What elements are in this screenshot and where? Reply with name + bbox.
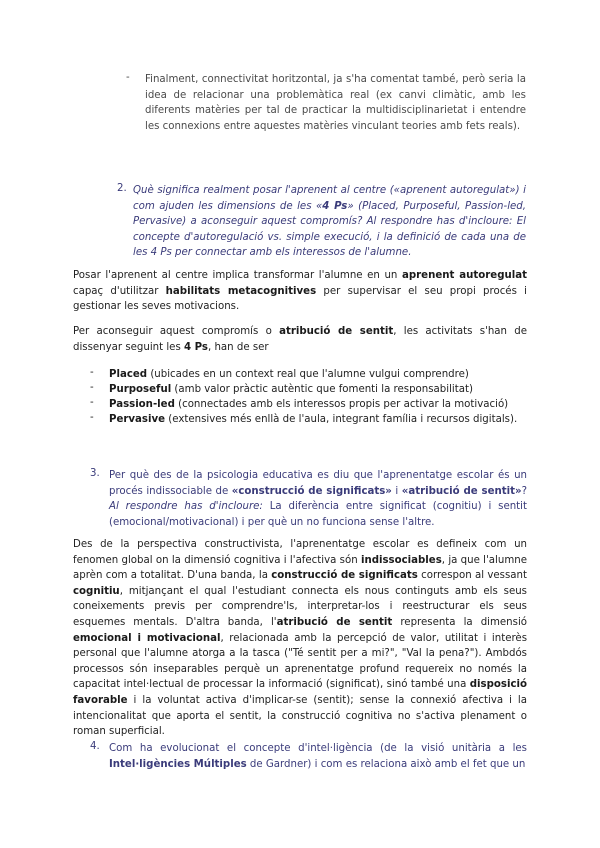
question-2-number: 2.	[117, 183, 127, 194]
q2-part2: » (Placed, Purposeful, Passion-led, Pervasive) a aconseguir aquest compromís? Al respondre has d'incloure: El concepte d'autoregulació vs. simple execució, i la definició de cada una de les 4 Ps per connectar amb els interessos de l'alumne.	[133, 200, 526, 259]
question-2-text	[133, 183, 526, 261]
ps-marker: -	[90, 382, 94, 393]
ps-marker: -	[90, 367, 94, 378]
question-4-text: Com ha evolucionat el concepte d'intel·ligència (de la visió unitària a les Intel·ligències Múltiples de Gardner) i com es relaciona això amb el fet que un	[109, 743, 527, 770]
answer-3-paragraph: Des de la perspectiva constructivista, l'aprenentatge escolar es defineix com un fenomen global on la dimensió cognitiva i l'afectiva són indissociables, ja que l'alumne aprèn com a totalitat. D'una banda, la construcció de significats correspon al vessant cognitiu, mitjançant el qual l'estudiant connecta els nous continguts amb els seus coneixements previs per comprendre'ls, interpretar-los i reestructurar els seus esquemes mentals. D'altra banda, l'atribució de sentit representa la dimensió emocional i motivacional, relacionada amb la percepció de valor, utilitat i interès personal que l'alumne atorga a la tasca ("Té sentit per a mi?", "Val la pena?"). Ambdós processos són inseparables perquè un aprenentatge profund requereix no només la capacitat intel·lectual de processar la informació (significat), sinó també una disposició favorable i la voluntat activa d'implicar-se (sentit); sense la connexió afectiva i la intencionalitat que aporta el sentit, la construcció cognitiva no s'activa plenament o roman superficial.	[73, 539, 528, 738]
q2-bold-4ps: 4 Ps	[322, 200, 348, 212]
answer-2-paragraph-2: Per aconseguir aquest compromís o atribució de sentit, les activitats s'han de dissenyar seguint les 4 Ps, han de ser	[73, 326, 528, 353]
ps-marker: -	[90, 397, 94, 408]
bullet-marker: -	[126, 72, 130, 83]
question-4-number: 4.	[90, 741, 100, 752]
ps-item-placed: Placed (ubicades en un context real que l'alumne vulgui comprendre)	[109, 369, 469, 380]
top-bullet-text: Finalment, connectivitat horitzontal, ja s'ha comentat també, però seria la idea de relacionar una problemàtica real (ex canvi climàtic, amb les diferents matèries per tal de practicar la multidisciplinarietat i entendre les connexions entre aquestes matèries vinculant teories amb fets reals).	[145, 74, 526, 132]
q2-part1: Què significa realment posar l'aprenent al centre («aprenent autoregulat») i com ajuden les dimensions de les «	[133, 185, 526, 212]
question-3-text: Per què des de la psicologia educativa es diu que l'aprenentatge escolar és un procés indissociable de «construcció de significats» i «atribució de sentit»? Al respondre has d'incloure: La diferència entre significat (cognitiu) i sentit (emocional/motivacional) i per què un no funciona sense l'altre.	[109, 470, 527, 528]
ps-item-passion-led: Passion-led (connectades amb els interessos propis per activar la motivació)	[109, 399, 509, 410]
question-3-number: 3.	[90, 468, 100, 479]
ps-marker: -	[90, 412, 94, 423]
ps-item-pervasive: Pervasive (extensives més enllà de l'aula, integrant família i recursos digitals).	[109, 414, 518, 425]
answer-2-paragraph-1: Posar l'aprenent al centre implica transformar l'alumne en un aprenent autoregulat capaç d'utilitzar habilitats metacognitives per supervisar el seu propi procés i gestionar les seves motivacions.	[73, 270, 527, 313]
ps-item-purposeful: Purposeful (amb valor pràctic autèntic que fomenti la responsabilitat)	[109, 384, 473, 395]
